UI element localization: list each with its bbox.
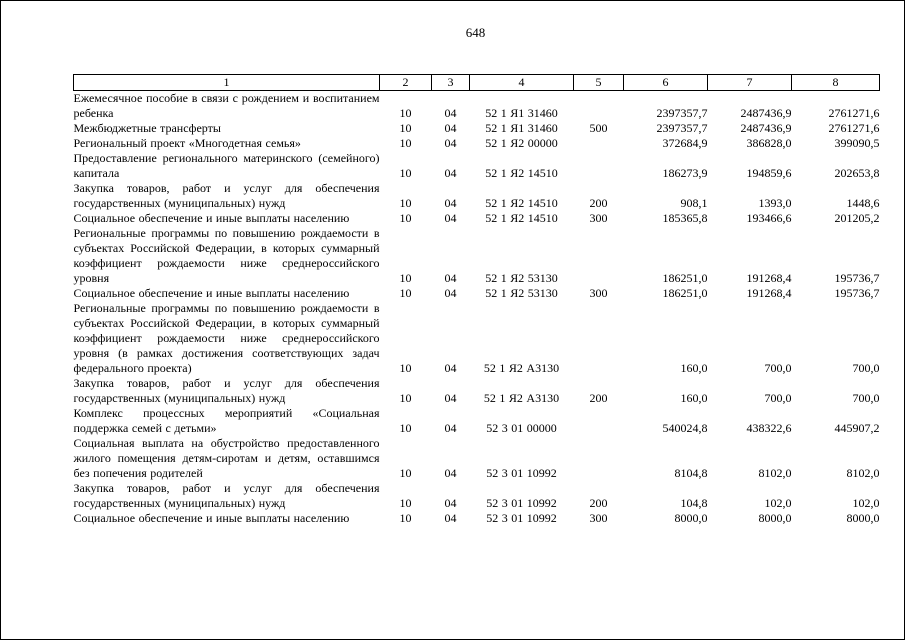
cell-razdel-code: 10 (399, 391, 412, 405)
cell-razdel-code: 10 (399, 421, 412, 435)
cell-podrazdel-code: 04 (444, 286, 457, 300)
cell-amount-year2: 8102,0 (758, 466, 792, 480)
cell-razdel-code: 10 (399, 286, 412, 300)
cell-amount-year1: 8104,8 (674, 466, 708, 480)
cell-vr-code: 300 (589, 511, 608, 525)
header-col-1: 1 (74, 75, 380, 91)
cell-csr-code: 52 1 Я2 14510 (485, 166, 558, 180)
cell-name: Закупка товаров, работ и услуг для обеспечения государственных (муниципальных) нужд (73, 481, 380, 510)
cell-amount-year2: 700,0 (764, 391, 792, 405)
cell-podrazdel-code: 04 (444, 496, 457, 510)
cell-podrazdel-code: 04 (444, 391, 457, 405)
cell-vr-code (574, 226, 624, 286)
header-col-6: 6 (624, 75, 708, 91)
cell-amount-year3: 195736,7 (834, 286, 880, 300)
cell-amount-year3: 399090,5 (834, 136, 880, 150)
table-header-row (74, 75, 880, 91)
cell-csr-code: 52 3 01 10992 (486, 466, 557, 480)
cell-podrazdel-code: 04 (444, 121, 457, 135)
cell-csr-code: 52 1 Я2 00000 (485, 136, 558, 150)
cell-razdel-code: 10 (399, 361, 412, 375)
cell-amount-year3: 700,0 (852, 361, 880, 375)
header-col-8: 8 (792, 75, 880, 91)
cell-amount-year3: 102,0 (852, 496, 880, 510)
cell-podrazdel-code: 04 (444, 166, 457, 180)
cell-amount-year2: 386828,0 (746, 136, 792, 150)
cell-vr-code: 200 (589, 196, 608, 210)
cell-amount-year2: 700,0 (764, 361, 792, 375)
cell-podrazdel-code: 04 (444, 196, 457, 210)
cell-vr-code (574, 301, 624, 376)
cell-amount-year2: 2487436,9 (740, 121, 792, 135)
cell-name: Ежемесячное пособие в связи с рождением и воспитанием ребенка (73, 91, 380, 120)
cell-amount-year1: 186251,0 (662, 271, 708, 285)
cell-csr-code: 52 1 Я2 A3130 (483, 391, 560, 405)
cell-podrazdel-code: 04 (444, 361, 457, 375)
cell-podrazdel-code: 04 (444, 271, 457, 285)
cell-amount-year3: 1448,6 (846, 196, 880, 210)
cell-razdel-code: 10 (399, 196, 412, 210)
cell-amount-year2: 194859,6 (746, 166, 792, 180)
cell-amount-year3: 2761271,6 (828, 121, 880, 135)
cell-amount-year3: 202653,8 (834, 166, 880, 180)
cell-csr-code: 52 3 01 00000 (486, 421, 557, 435)
cell-amount-year1: 185365,8 (662, 211, 708, 225)
cell-amount-year3: 700,0 (852, 391, 880, 405)
table-row (74, 121, 880, 136)
cell-vr-code: 500 (589, 121, 608, 135)
cell-name: Региональный проект «Многодетная семья» (73, 136, 301, 150)
cell-amount-year3: 195736,7 (834, 271, 880, 285)
cell-amount-year1: 540024,8 (662, 421, 708, 435)
cell-name: Социальное обеспечение и иные выплаты населению (73, 511, 350, 525)
table-row (74, 136, 880, 151)
cell-podrazdel-code: 04 (444, 211, 457, 225)
cell-name: Региональные программы по повышению рождаемости в субъектах Российской Федерации, в которых суммарный коэффициент рождаемости ниже среднероссийского уровня (73, 226, 380, 285)
cell-vr-code (574, 436, 624, 481)
cell-razdel-code: 10 (399, 466, 412, 480)
header-col-5: 5 (574, 75, 624, 91)
cell-razdel-code: 10 (399, 106, 412, 120)
cell-razdel-code: 10 (399, 121, 412, 135)
cell-amount-year1: 160,0 (680, 391, 708, 405)
cell-amount-year2: 438322,6 (746, 421, 792, 435)
table-row (74, 301, 880, 376)
table-row (74, 211, 880, 226)
cell-csr-code: 52 1 Я2 14510 (485, 196, 558, 210)
cell-amount-year2: 2487436,9 (740, 106, 792, 120)
cell-vr-code: 300 (589, 286, 608, 300)
cell-amount-year3: 8000,0 (846, 511, 880, 525)
cell-vr-code (574, 91, 624, 122)
cell-razdel-code: 10 (399, 166, 412, 180)
cell-amount-year2: 102,0 (764, 496, 792, 510)
cell-razdel-code: 10 (399, 271, 412, 285)
cell-amount-year2: 191268,4 (746, 286, 792, 300)
cell-razdel-code: 10 (399, 136, 412, 150)
header-col-4: 4 (470, 75, 574, 91)
cell-csr-code: 52 1 Я1 31460 (485, 106, 558, 120)
cell-vr-code (574, 151, 624, 181)
cell-amount-year2: 191268,4 (746, 271, 792, 285)
table-row (74, 91, 880, 122)
cell-amount-year3: 201205,2 (834, 211, 880, 225)
table-row (74, 151, 880, 181)
cell-vr-code: 200 (589, 496, 608, 510)
header-col-2: 2 (380, 75, 432, 91)
cell-csr-code: 52 1 Я2 53130 (485, 286, 558, 300)
cell-amount-year1: 372684,9 (662, 136, 708, 150)
budget-table-body (74, 91, 880, 527)
cell-razdel-code: 10 (399, 211, 412, 225)
table-row (74, 511, 880, 526)
cell-podrazdel-code: 04 (444, 511, 457, 525)
table-row (74, 376, 880, 406)
cell-name: Комплекс процессных мероприятий «Социальная поддержка семей с детьми» (73, 406, 380, 435)
cell-name: Региональные программы по повышению рождаемости в субъектах Российской Федерации, в которых суммарный коэффициент рождаемости ниже среднероссийского уровня (в рамках достижения соответствующих задач федерального проекта) (73, 301, 380, 375)
table-row (74, 481, 880, 511)
cell-amount-year3: 445907,2 (834, 421, 880, 435)
cell-vr-code: 300 (589, 211, 608, 225)
budget-table (73, 74, 880, 526)
cell-amount-year1: 8000,0 (674, 511, 708, 525)
table-row (74, 181, 880, 211)
cell-amount-year1: 160,0 (680, 361, 708, 375)
cell-name: Межбюджетные трансферты (73, 121, 221, 135)
page-number: 648 (465, 25, 486, 40)
cell-amount-year1: 2397357,7 (656, 121, 708, 135)
table-row (74, 226, 880, 286)
cell-podrazdel-code: 04 (444, 136, 457, 150)
table-row (74, 286, 880, 301)
cell-amount-year1: 2397357,7 (656, 106, 708, 120)
header-col-3: 3 (432, 75, 470, 91)
cell-vr-code (574, 406, 624, 436)
cell-amount-year1: 908,1 (680, 196, 708, 210)
cell-amount-year1: 104,8 (680, 496, 708, 510)
cell-podrazdel-code: 04 (444, 106, 457, 120)
cell-name: Социальная выплата на обустройство предоставленного жилого помещения детям-сиротам и детям, оставшимся без попечения родителей (73, 436, 380, 480)
table-row (74, 406, 880, 436)
cell-amount-year2: 8000,0 (758, 511, 792, 525)
cell-amount-year1: 186251,0 (662, 286, 708, 300)
cell-vr-code: 200 (589, 391, 608, 405)
cell-csr-code: 52 1 Я2 53130 (485, 271, 558, 285)
cell-amount-year2: 1393,0 (758, 196, 792, 210)
cell-podrazdel-code: 04 (444, 466, 457, 480)
cell-razdel-code: 10 (399, 496, 412, 510)
cell-name: Закупка товаров, работ и услуг для обеспечения государственных (муниципальных) нужд (73, 181, 380, 210)
cell-podrazdel-code: 04 (444, 421, 457, 435)
table-row (74, 436, 880, 481)
cell-razdel-code: 10 (399, 511, 412, 525)
header-col-7: 7 (708, 75, 792, 91)
cell-csr-code: 52 3 01 10992 (486, 496, 557, 510)
cell-name: Закупка товаров, работ и услуг для обеспечения государственных (муниципальных) нужд (73, 376, 380, 405)
cell-amount-year3: 2761271,6 (828, 106, 880, 120)
cell-csr-code: 52 1 Я2 A3130 (483, 361, 560, 375)
cell-vr-code (574, 136, 624, 151)
cell-csr-code: 52 1 Я2 14510 (485, 211, 558, 225)
cell-amount-year1: 186273,9 (662, 166, 708, 180)
cell-csr-code: 52 1 Я1 31460 (485, 121, 558, 135)
cell-name: Предоставление регионального материнского (семейного) капитала (73, 151, 380, 180)
cell-amount-year3: 8102,0 (846, 466, 880, 480)
cell-csr-code: 52 3 01 10992 (486, 511, 557, 525)
cell-amount-year2: 193466,6 (746, 211, 792, 225)
cell-name: Социальное обеспечение и иные выплаты населению (73, 286, 350, 300)
cell-name: Социальное обеспечение и иные выплаты населению (73, 211, 350, 225)
